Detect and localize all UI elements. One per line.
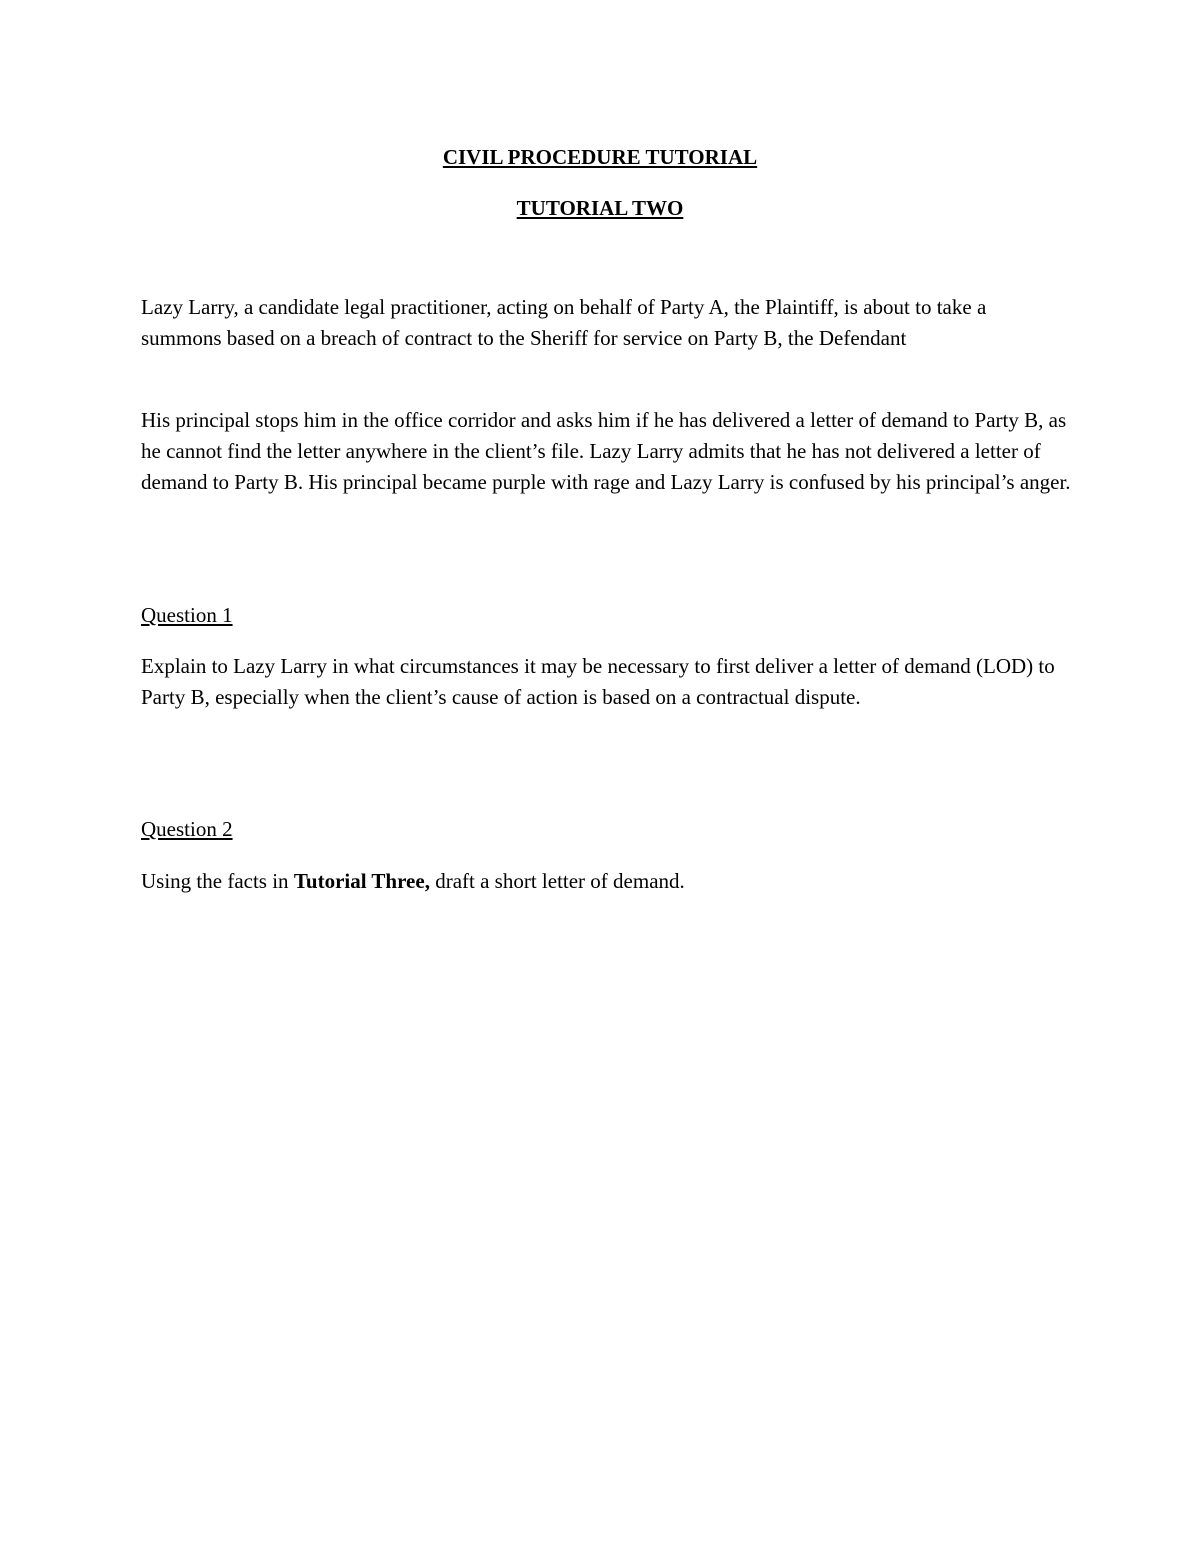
q2-text-before: Using the facts in xyxy=(141,869,294,893)
q2-text-bold: Tutorial Three, xyxy=(293,869,430,893)
question-1-text: Explain to Lazy Larry in what circumstances it may be necessary to first deliver a letter of demand (LOD) to Party B, especially when the client’s cause of action is based on a contractual dispute. xyxy=(141,654,1055,709)
question-2-heading: Question 2 xyxy=(141,817,233,841)
question-2-text xyxy=(141,866,1071,897)
document-subtitle: TUTORIAL TWO xyxy=(516,196,684,220)
paragraph-principal: His principal stops him in the office corridor and asks him if he has delivered a letter of demand to Party B, as he cannot find the letter anywhere in the client’s file. Lazy Larry admits that he has not delivered a letter of demand to Party B. His principal became purple with rage and Lazy Larry is confused by his principal’s anger. xyxy=(141,408,1071,494)
document-title: CIVIL PROCEDURE TUTORIAL xyxy=(442,145,758,169)
paragraph-intro: Lazy Larry, a candidate legal practitioner, acting on behalf of Party A, the Plaintiff, is about to take a summons based on a breach of contract to the Sheriff for service on Party B, the Defendant xyxy=(141,295,987,350)
question-1-heading: Question 1 xyxy=(141,603,233,627)
q2-text-after: draft a short letter of demand. xyxy=(429,869,685,893)
